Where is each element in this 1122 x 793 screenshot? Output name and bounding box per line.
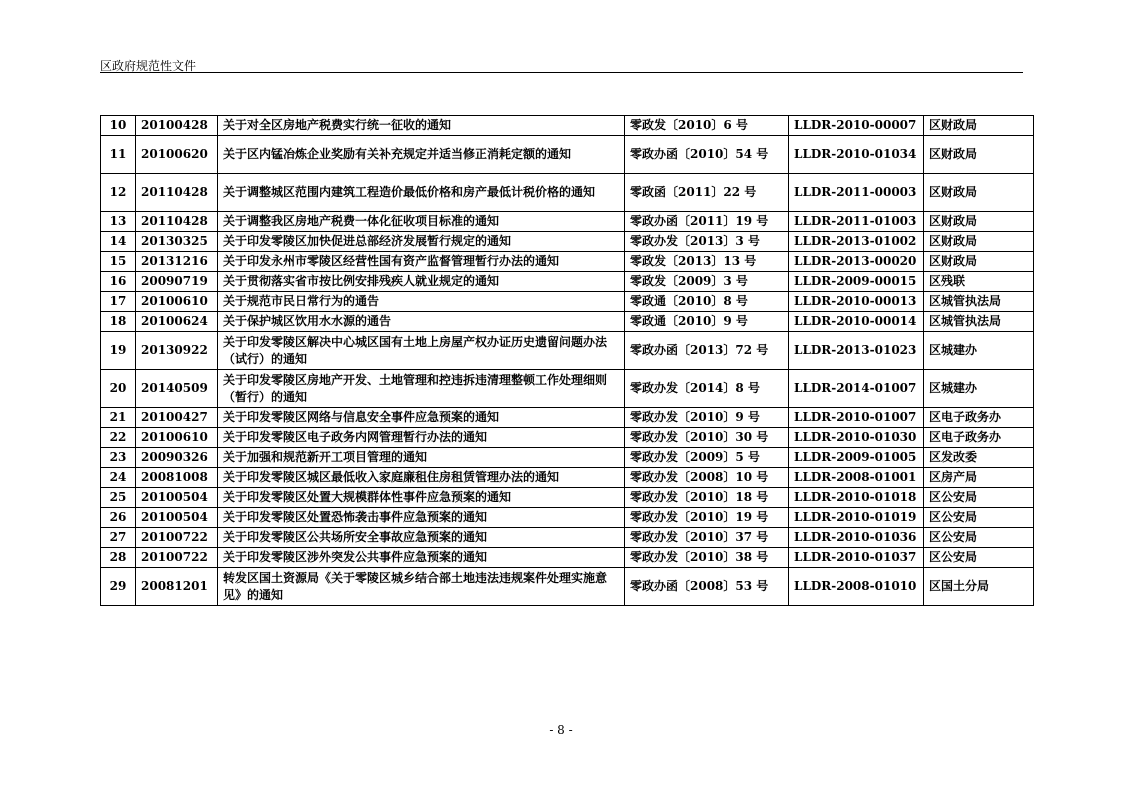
table-row — [101, 508, 1034, 528]
row-date: 20090719 — [136, 272, 218, 292]
row-date: 20100610 — [136, 292, 218, 312]
row-registration-number: LLDR-2010-01030 — [789, 428, 924, 448]
table-row — [101, 232, 1034, 252]
row-title: 关于印发永州市零陵区经营性国有资产监督管理暂行办法的通知 — [218, 252, 625, 272]
row-title: 关于规范市民日常行为的通告 — [218, 292, 625, 312]
row-department: 区财政局 — [924, 212, 1034, 232]
row-number: 19 — [101, 332, 136, 370]
row-number: 27 — [101, 528, 136, 548]
row-document-number: 零政办函〔2008〕53 号 — [625, 568, 789, 606]
row-number: 22 — [101, 428, 136, 448]
row-department: 区公安局 — [924, 548, 1034, 568]
row-document-number: 零政办发〔2008〕10 号 — [625, 468, 789, 488]
row-date: 20100722 — [136, 548, 218, 568]
row-number: 12 — [101, 174, 136, 212]
row-title: 关于印发零陵区网络与信息安全事件应急预案的通知 — [218, 408, 625, 428]
table-row — [101, 116, 1034, 136]
row-title: 关于调整城区范围内建筑工程造价最低价格和房产最低计税价格的通知 — [218, 174, 625, 212]
page-header-title: 区政府规范性文件 — [100, 59, 197, 73]
row-registration-number: LLDR-2010-01034 — [789, 136, 924, 174]
row-number: 21 — [101, 408, 136, 428]
row-title: 关于贯彻落实省市按比例安排残疾人就业规定的通知 — [218, 272, 625, 292]
table-row — [101, 370, 1034, 408]
row-registration-number: LLDR-2009-01005 — [789, 448, 924, 468]
row-registration-number: LLDR-2013-01002 — [789, 232, 924, 252]
row-document-number: 零政发〔2010〕6 号 — [625, 116, 789, 136]
table-row — [101, 252, 1034, 272]
table-row — [101, 332, 1034, 370]
row-title: 关于印发零陵区电子政务内网管理暂行办法的通知 — [218, 428, 625, 448]
row-date: 20081201 — [136, 568, 218, 606]
row-title: 关于印发零陵区处置恐怖袭击事件应急预案的通知 — [218, 508, 625, 528]
row-department: 区财政局 — [924, 116, 1034, 136]
row-number: 28 — [101, 548, 136, 568]
row-title: 关于印发零陵区处置大规模群体性事件应急预案的通知 — [218, 488, 625, 508]
row-document-number: 零政办发〔2010〕19 号 — [625, 508, 789, 528]
row-department: 区财政局 — [924, 136, 1034, 174]
row-department: 区电子政务办 — [924, 408, 1034, 428]
row-title: 关于印发零陵区涉外突发公共事件应急预案的通知 — [218, 548, 625, 568]
table-row — [101, 174, 1034, 212]
row-registration-number: LLDR-2010-01037 — [789, 548, 924, 568]
row-title: 关于印发零陵区公共场所安全事故应急预案的通知 — [218, 528, 625, 548]
row-title: 关于区内锰冶炼企业奖励有关补充规定并适当修正消耗定额的通知 — [218, 136, 625, 174]
row-registration-number: LLDR-2010-01018 — [789, 488, 924, 508]
table-row — [101, 272, 1034, 292]
row-document-number: 零政发〔2013〕13 号 — [625, 252, 789, 272]
row-registration-number: LLDR-2010-00013 — [789, 292, 924, 312]
row-date: 20090326 — [136, 448, 218, 468]
row-date: 20100427 — [136, 408, 218, 428]
row-department: 区公安局 — [924, 508, 1034, 528]
row-date: 20131216 — [136, 252, 218, 272]
row-number: 20 — [101, 370, 136, 408]
row-title: 转发区国土资源局《关于零陵区城乡结合部土地违法违规案件处理实施意见》的通知 — [218, 568, 625, 606]
row-date: 20110428 — [136, 174, 218, 212]
row-number: 10 — [101, 116, 136, 136]
table-row — [101, 548, 1034, 568]
row-number: 18 — [101, 312, 136, 332]
row-registration-number: LLDR-2008-01001 — [789, 468, 924, 488]
document-table — [100, 115, 1034, 606]
row-date: 20100504 — [136, 508, 218, 528]
row-department: 区残联 — [924, 272, 1034, 292]
row-registration-number: LLDR-2010-01019 — [789, 508, 924, 528]
row-date: 20100610 — [136, 428, 218, 448]
row-number: 17 — [101, 292, 136, 312]
row-title: 关于保护城区饮用水水源的通告 — [218, 312, 625, 332]
table-row — [101, 136, 1034, 174]
row-number: 13 — [101, 212, 136, 232]
row-title: 关于对全区房地产税费实行统一征收的通知 — [218, 116, 625, 136]
row-number: 23 — [101, 448, 136, 468]
row-document-number: 零政办发〔2013〕3 号 — [625, 232, 789, 252]
row-title: 关于印发零陵区城区最低收入家庭廉租住房租赁管理办法的通知 — [218, 468, 625, 488]
row-document-number: 零政办发〔2010〕37 号 — [625, 528, 789, 548]
row-date: 20130325 — [136, 232, 218, 252]
row-title: 关于印发零陵区加快促进总部经济发展暂行规定的通知 — [218, 232, 625, 252]
row-department: 区城管执法局 — [924, 312, 1034, 332]
row-date: 20110428 — [136, 212, 218, 232]
table-row — [101, 292, 1034, 312]
row-document-number: 零政发〔2009〕3 号 — [625, 272, 789, 292]
row-date: 20140509 — [136, 370, 218, 408]
row-title: 关于印发零陵区解决中心城区国有土地上房屋产权办证历史遗留问题办法（试行）的通知 — [218, 332, 625, 370]
row-department: 区公安局 — [924, 528, 1034, 548]
row-department: 区公安局 — [924, 488, 1034, 508]
row-department: 区财政局 — [924, 232, 1034, 252]
row-date: 20081008 — [136, 468, 218, 488]
table-row — [101, 428, 1034, 448]
row-title: 关于加强和规范新开工项目管理的通知 — [218, 448, 625, 468]
table-row — [101, 488, 1034, 508]
row-registration-number: LLDR-2010-01036 — [789, 528, 924, 548]
row-registration-number: LLDR-2010-01007 — [789, 408, 924, 428]
row-title: 关于调整我区房地产税费一体化征收项目标准的通知 — [218, 212, 625, 232]
row-department: 区城建办 — [924, 370, 1034, 408]
row-number: 29 — [101, 568, 136, 606]
row-number: 14 — [101, 232, 136, 252]
row-document-number: 零政办发〔2014〕8 号 — [625, 370, 789, 408]
row-department: 区国土分局 — [924, 568, 1034, 606]
row-document-number: 零政办发〔2009〕5 号 — [625, 448, 789, 468]
row-department: 区财政局 — [924, 174, 1034, 212]
table-row — [101, 212, 1034, 232]
row-document-number: 零政办函〔2013〕72 号 — [625, 332, 789, 370]
row-document-number: 零政函〔2011〕22 号 — [625, 174, 789, 212]
row-number: 25 — [101, 488, 136, 508]
row-date: 20100620 — [136, 136, 218, 174]
header-divider — [100, 72, 1023, 73]
row-document-number: 零政办发〔2010〕30 号 — [625, 428, 789, 448]
row-document-number: 零政办发〔2010〕18 号 — [625, 488, 789, 508]
row-document-number: 零政办函〔2011〕19 号 — [625, 212, 789, 232]
row-document-number: 零政通〔2010〕9 号 — [625, 312, 789, 332]
row-registration-number: LLDR-2014-01007 — [789, 370, 924, 408]
row-document-number: 零政办发〔2010〕9 号 — [625, 408, 789, 428]
row-department: 区发改委 — [924, 448, 1034, 468]
row-registration-number: LLDR-2011-00003 — [789, 174, 924, 212]
row-department: 区房产局 — [924, 468, 1034, 488]
row-date: 20100428 — [136, 116, 218, 136]
table-row — [101, 528, 1034, 548]
row-date: 20100722 — [136, 528, 218, 548]
row-department: 区电子政务办 — [924, 428, 1034, 448]
row-registration-number: LLDR-2011-01003 — [789, 212, 924, 232]
row-number: 15 — [101, 252, 136, 272]
row-date: 20100624 — [136, 312, 218, 332]
row-registration-number: LLDR-2008-01010 — [789, 568, 924, 606]
row-registration-number: LLDR-2010-00014 — [789, 312, 924, 332]
row-number: 26 — [101, 508, 136, 528]
row-registration-number: LLDR-2010-00007 — [789, 116, 924, 136]
row-number: 16 — [101, 272, 136, 292]
table-row — [101, 448, 1034, 468]
row-title: 关于印发零陵区房地产开发、土地管理和控违拆违清理整顿工作处理细则（暂行）的通知 — [218, 370, 625, 408]
row-date: 20100504 — [136, 488, 218, 508]
row-registration-number: LLDR-2013-01023 — [789, 332, 924, 370]
row-department: 区城建办 — [924, 332, 1034, 370]
row-date: 20130922 — [136, 332, 218, 370]
row-document-number: 零政办函〔2010〕54 号 — [625, 136, 789, 174]
table-row — [101, 468, 1034, 488]
page-number: - 8 - — [549, 723, 573, 737]
row-department: 区城管执法局 — [924, 292, 1034, 312]
row-document-number: 零政办发〔2010〕38 号 — [625, 548, 789, 568]
table-row — [101, 568, 1034, 606]
row-registration-number: LLDR-2013-00020 — [789, 252, 924, 272]
table-row — [101, 312, 1034, 332]
row-number: 11 — [101, 136, 136, 174]
row-department: 区财政局 — [924, 252, 1034, 272]
row-document-number: 零政通〔2010〕8 号 — [625, 292, 789, 312]
table-row — [101, 408, 1034, 428]
row-registration-number: LLDR-2009-00015 — [789, 272, 924, 292]
row-number: 24 — [101, 468, 136, 488]
